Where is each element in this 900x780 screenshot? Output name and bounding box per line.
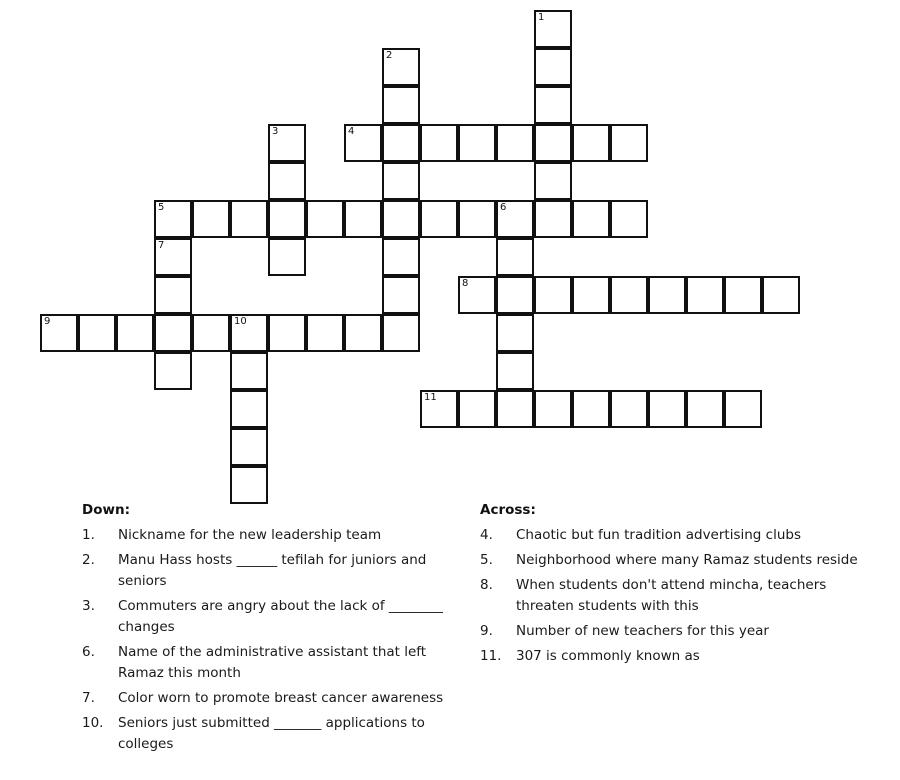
crossword-cell[interactable]	[724, 276, 762, 314]
crossword-cell[interactable]	[496, 276, 534, 314]
across-clues-column	[480, 500, 880, 671]
crossword-cell[interactable]	[154, 238, 192, 276]
crossword-cell[interactable]	[572, 200, 610, 238]
across-clue-list	[480, 525, 880, 667]
crossword-cell[interactable]	[458, 276, 496, 314]
down-clue-number: 2.	[82, 552, 95, 568]
cell-number: 8	[462, 278, 469, 289]
crossword-cell[interactable]	[496, 352, 534, 390]
crossword-cell[interactable]	[686, 390, 724, 428]
crossword-cell[interactable]	[230, 314, 268, 352]
crossword-cell[interactable]	[382, 276, 420, 314]
down-clue-number: 1.	[82, 527, 95, 543]
down-clue-item	[82, 713, 452, 755]
crossword-cell[interactable]	[496, 390, 534, 428]
across-clue-item	[480, 621, 880, 642]
crossword-cell[interactable]	[268, 200, 306, 238]
across-clue-number: 4.	[480, 527, 493, 543]
crossword-cell[interactable]	[534, 390, 572, 428]
down-clue-number: 6.	[82, 644, 95, 660]
down-clue-text: Manu Hass hosts ______ tefilah for juniors and seniors	[118, 552, 427, 589]
crossword-cell[interactable]	[496, 238, 534, 276]
crossword-cell[interactable]	[268, 162, 306, 200]
crossword-cell[interactable]	[610, 124, 648, 162]
down-clue-text: Commuters are angry about the lack of ________ changes	[118, 598, 443, 635]
across-clues-heading: Across:	[480, 502, 536, 518]
crossword-cell[interactable]	[496, 200, 534, 238]
cell-number: 3	[272, 126, 279, 137]
crossword-cell[interactable]	[762, 276, 800, 314]
crossword-cell[interactable]	[382, 124, 420, 162]
crossword-cell[interactable]	[154, 200, 192, 238]
crossword-cell[interactable]	[116, 314, 154, 352]
cell-number: 6	[500, 202, 507, 213]
crossword-cell[interactable]	[420, 124, 458, 162]
crossword-cell[interactable]	[420, 200, 458, 238]
cell-number: 1	[538, 12, 545, 23]
crossword-cell[interactable]	[686, 276, 724, 314]
cell-number: 4	[348, 126, 355, 137]
cell-number: 9	[44, 316, 51, 327]
crossword-cell[interactable]	[534, 200, 572, 238]
crossword-cell[interactable]	[382, 238, 420, 276]
crossword-cell[interactable]	[496, 124, 534, 162]
crossword-cell[interactable]	[40, 314, 78, 352]
crossword-cell[interactable]	[382, 314, 420, 352]
across-clue-number: 5.	[480, 552, 493, 568]
down-clue-text: Name of the administrative assistant that left Ramaz this month	[118, 644, 427, 681]
cell-number: 2	[386, 50, 393, 61]
crossword-cell[interactable]	[154, 276, 192, 314]
crossword-cell[interactable]	[534, 124, 572, 162]
crossword-cell[interactable]	[382, 86, 420, 124]
down-clue-item	[82, 525, 452, 546]
crossword-cell[interactable]	[344, 200, 382, 238]
down-clue-text: Seniors just submitted _______ applications to colleges	[118, 715, 425, 752]
across-clue-number: 8.	[480, 577, 493, 593]
across-clue-number: 11.	[480, 648, 502, 664]
clues-section	[0, 500, 900, 780]
crossword-cell[interactable]	[154, 314, 192, 352]
cell-number: 5	[158, 202, 165, 213]
crossword-cell[interactable]	[458, 390, 496, 428]
crossword-cell[interactable]	[268, 124, 306, 162]
crossword-cell[interactable]	[382, 48, 420, 86]
crossword-cell[interactable]	[572, 124, 610, 162]
crossword-cell[interactable]	[610, 390, 648, 428]
crossword-cell[interactable]	[306, 314, 344, 352]
crossword-cell[interactable]	[724, 390, 762, 428]
crossword-cell[interactable]	[154, 352, 192, 390]
across-clue-text: Neighborhood where many Ramaz students reside	[516, 552, 858, 568]
down-clues-heading: Down:	[82, 502, 130, 518]
crossword-cell[interactable]	[534, 162, 572, 200]
down-clue-text: Nickname for the new leadership team	[118, 527, 382, 543]
down-clue-number: 7.	[82, 690, 95, 706]
across-clue-text: Number of new teachers for this year	[516, 623, 769, 639]
crossword-cell[interactable]	[344, 314, 382, 352]
crossword-cell[interactable]	[648, 390, 686, 428]
crossword-cell[interactable]	[268, 238, 306, 276]
down-clue-item	[82, 688, 452, 709]
crossword-cell[interactable]	[534, 86, 572, 124]
crossword-cell[interactable]	[496, 314, 534, 352]
down-clue-item	[82, 642, 452, 684]
down-clues-column	[82, 500, 452, 759]
crossword-cell[interactable]	[382, 162, 420, 200]
crossword-cell[interactable]	[306, 200, 344, 238]
crossword-cell[interactable]	[458, 124, 496, 162]
crossword-cell[interactable]	[268, 314, 306, 352]
across-clue-item	[480, 525, 880, 546]
crossword-cell[interactable]	[230, 352, 268, 390]
crossword-cell[interactable]	[648, 276, 686, 314]
across-clue-item	[480, 646, 880, 667]
down-clue-number: 3.	[82, 598, 95, 614]
down-clue-item	[82, 550, 452, 592]
across-clue-number: 9.	[480, 623, 493, 639]
crossword-cell[interactable]	[534, 10, 572, 48]
across-clue-text: 307 is commonly known as	[516, 648, 700, 664]
crossword-cell[interactable]	[230, 390, 268, 428]
crossword-cell[interactable]	[192, 314, 230, 352]
across-clue-text: Chaotic but fun tradition advertising clubs	[516, 527, 801, 543]
cell-number: 7	[158, 240, 165, 251]
crossword-cell[interactable]	[572, 390, 610, 428]
crossword-cell[interactable]	[382, 200, 420, 238]
crossword-cell[interactable]	[420, 390, 458, 428]
crossword-cell[interactable]	[78, 314, 116, 352]
crossword-cell[interactable]	[230, 466, 268, 504]
crossword-cell[interactable]	[458, 200, 496, 238]
cell-number: 10	[234, 316, 247, 327]
crossword-cell[interactable]	[534, 276, 572, 314]
down-clue-list	[82, 525, 452, 755]
crossword-cell[interactable]	[610, 200, 648, 238]
across-clue-item	[480, 550, 880, 571]
across-clue-text: When students don't attend mincha, teachers threaten students with this	[516, 577, 827, 614]
crossword-cell[interactable]	[344, 124, 382, 162]
crossword-cell[interactable]	[534, 48, 572, 86]
crossword-cell[interactable]	[230, 200, 268, 238]
crossword-cell[interactable]	[230, 428, 268, 466]
down-clue-text: Color worn to promote breast cancer awareness	[118, 690, 444, 706]
crossword-cell[interactable]	[192, 200, 230, 238]
down-clue-item	[82, 596, 452, 638]
crossword-cell[interactable]	[610, 276, 648, 314]
across-clue-item	[480, 575, 880, 617]
down-clue-number: 10.	[82, 715, 104, 731]
crossword-cell[interactable]	[572, 276, 610, 314]
cell-number: 11	[424, 392, 437, 403]
